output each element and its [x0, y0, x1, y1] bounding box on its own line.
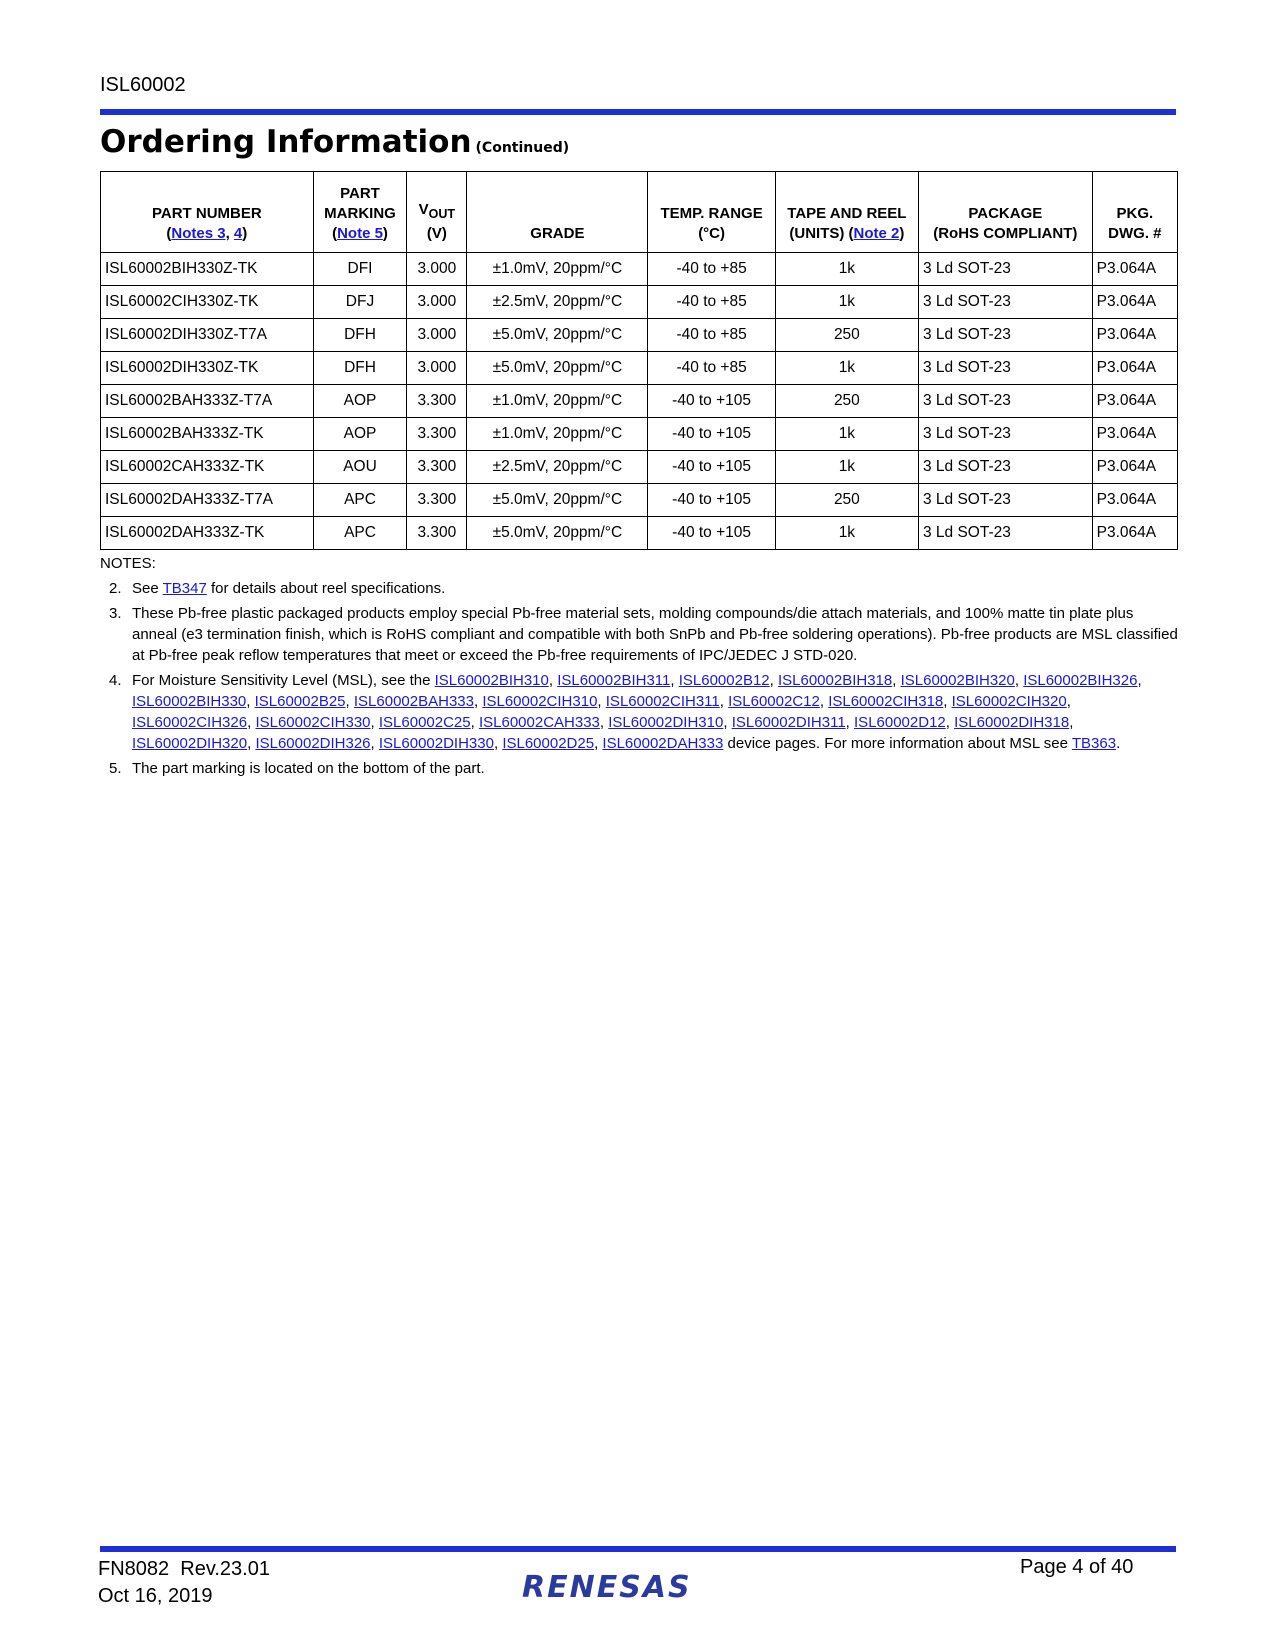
device-page-link[interactable]: ISL60002DAH333	[602, 735, 724, 752]
cell-grade: ±5.0mV, 20ppm/°C	[467, 517, 648, 550]
table-row	[101, 517, 1178, 550]
link-separator: ,	[845, 714, 855, 731]
device-page-link[interactable]: ISL60002BIH320	[900, 672, 1015, 689]
col-vout: $V_{OUT}$ (V)	[407, 172, 467, 253]
ordering-table	[100, 171, 1178, 550]
device-page-link[interactable]: ISL60002BIH311	[557, 672, 671, 689]
footer-doc-info	[98, 1556, 270, 1610]
note-2-link[interactable]: Note 2	[853, 225, 900, 242]
cell-pkg-dwg: P3.064A	[1092, 451, 1177, 484]
cell-part-number: ISL60002DAH333Z-T7A	[101, 484, 314, 517]
link-separator: ,	[1014, 672, 1024, 689]
cell-tape-reel: 250	[775, 319, 918, 352]
device-page-link[interactable]: ISL60002BIH330	[132, 693, 247, 710]
link-separator: ,	[723, 714, 732, 731]
section-title-main: Ordering Information	[100, 124, 472, 160]
cell-part-number: ISL60002DIH330Z-T7A	[101, 319, 314, 352]
table-row	[101, 385, 1178, 418]
table-row	[101, 484, 1178, 517]
cell-pkg-dwg: P3.064A	[1092, 418, 1177, 451]
device-page-link[interactable]: ISL60002CIH311	[605, 693, 720, 710]
notes-heading: NOTES:	[100, 555, 156, 572]
renesas-logo	[518, 1566, 728, 1606]
cell-vout: 3.000	[407, 286, 467, 319]
cell-temp-range: -40 to +85	[648, 253, 775, 286]
note-5-link[interactable]: Note 5	[337, 225, 383, 242]
cell-part-marking: DFH	[313, 352, 407, 385]
cell-grade: ±1.0mV, 20ppm/°C	[467, 385, 648, 418]
cell-pkg-dwg: P3.064A	[1092, 385, 1177, 418]
table-row	[101, 253, 1178, 286]
device-page-link[interactable]: ISL60002D12	[854, 714, 946, 731]
link-separator: ,	[470, 714, 479, 731]
cell-package: 3 Ld SOT-23	[918, 484, 1092, 517]
device-page-link[interactable]: ISL60002CAH333	[478, 714, 600, 731]
device-page-link[interactable]: ISL60002CIH318	[828, 693, 944, 710]
cell-vout: 3.300	[407, 418, 467, 451]
device-page-link[interactable]: ISL60002DIH311	[731, 714, 846, 731]
col-part-marking: PART MARKING (Note 5)	[313, 172, 407, 253]
cell-tape-reel: 250	[775, 484, 918, 517]
cell-pkg-dwg: P3.064A	[1092, 517, 1177, 550]
note-4: 4. For Moisture Sensitivity Level (MSL), see the ISL60002BIH310, ISL60002BIH311, ISL60002B12, ISL60002BIH318, ISL60002BIH320, ISL60002BIH326, ISL60002BIH330, ISL60002B25, ISL60002BAH333, ISL60002CIH310, ISL60002CIH311, ISL60002C12, ISL60002CIH318, ISL60002CIH320, ISL60002CIH326, ISL60002CIH330, ISL60002C25, ISL60002CAH333, ISL60002DIH310, ISL60002DIH311, ISL60002D12, ISL60002DIH318, ISL60002DIH320, ISL60002DIH326, ISL60002DIH330, ISL60002D25, ISL60002DAH333 device pages. For more information about MSL see TB363.	[109, 672, 1142, 752]
cell-temp-range: -40 to +105	[648, 385, 775, 418]
col-tape-reel: TAPE AND REEL (UNITS) (Note 2)	[775, 172, 918, 253]
link-separator: ,	[246, 693, 255, 710]
link-separator: ,	[597, 693, 606, 710]
link-separator: ,	[892, 672, 901, 689]
col-part-number: PART NUMBER (Notes 3, 4)	[101, 172, 314, 253]
device-page-link[interactable]: ISL60002DIH326	[255, 735, 371, 752]
cell-part-marking: AOP	[313, 418, 407, 451]
link-separator: ,	[247, 714, 256, 731]
renesas-logo-text: RENESAS	[522, 1570, 692, 1605]
cell-vout: 3.300	[407, 385, 467, 418]
cell-vout: 3.300	[407, 517, 467, 550]
device-page-link[interactable]: ISL60002DIH310	[608, 714, 724, 731]
cell-temp-range: -40 to +85	[648, 352, 775, 385]
cell-vout: 3.300	[407, 451, 467, 484]
footer-page-number: Page 4 of 40	[1020, 1556, 1134, 1578]
col-package: PACKAGE (RoHS COMPLIANT)	[918, 172, 1092, 253]
cell-pkg-dwg: P3.064A	[1092, 352, 1177, 385]
link-separator: ,	[247, 735, 256, 752]
cell-temp-range: -40 to +85	[648, 286, 775, 319]
device-page-link[interactable]: ISL60002CIH320	[951, 693, 1067, 710]
header-rule	[100, 109, 1176, 115]
link-separator: ,	[594, 735, 603, 752]
cell-package: 3 Ld SOT-23	[918, 385, 1092, 418]
cell-pkg-dwg: P3.064A	[1092, 319, 1177, 352]
cell-grade: ±2.5mV, 20ppm/°C	[467, 451, 648, 484]
device-page-link[interactable]: ISL60002B12	[678, 672, 770, 689]
cell-vout: 3.000	[407, 319, 467, 352]
link-separator: ,	[1066, 693, 1071, 710]
cell-temp-range: -40 to +85	[648, 319, 775, 352]
note-5: 5. The part marking is located on the bottom of the part.	[109, 760, 485, 777]
table-body	[101, 253, 1178, 550]
notes-3-link[interactable]: Notes 3	[171, 225, 226, 242]
table-row	[101, 418, 1178, 451]
tb363-link[interactable]: TB363	[1071, 735, 1117, 752]
cell-grade: ±1.0mV, 20ppm/°C	[467, 418, 648, 451]
cell-package: 3 Ld SOT-23	[918, 517, 1092, 550]
note-3: 3. These Pb-free plastic packaged products employ special Pb-free material sets, molding compounds/die attach materials, and 100% matte tin plate plus anneal (e3 termination finish, which is RoHS compliant and compatible with both SnPb and Pb-free soldering operations). Pb-free products are MSL classified at Pb-free peak reflow temperatures that meet or exceed the Pb-free requirements of IPC/JEDEC J STD-020.	[109, 605, 1178, 664]
note-2: 2. See TB347 for details about reel specifications.	[109, 580, 446, 597]
link-separator: ,	[719, 693, 729, 710]
cell-vout: 3.300	[407, 484, 467, 517]
tb347-link[interactable]: TB347	[162, 580, 207, 597]
cell-temp-range: -40 to +105	[648, 517, 775, 550]
cell-package: 3 Ld SOT-23	[918, 253, 1092, 286]
cell-temp-range: -40 to +105	[648, 418, 775, 451]
device-page-link[interactable]: ISL60002BIH310	[434, 672, 549, 689]
link-separator: ,	[769, 672, 778, 689]
device-page-link[interactable]: ISL60002CIH326	[132, 714, 248, 731]
cell-part-number: ISL60002BAH333Z-TK	[101, 418, 314, 451]
device-page-link[interactable]: ISL60002CIH330	[255, 714, 371, 731]
link-separator: ,	[599, 714, 609, 731]
device-page-link[interactable]: ISL60002DIH320	[132, 735, 248, 752]
link-separator: ,	[1137, 672, 1142, 689]
cell-part-number: ISL60002DAH333Z-TK	[101, 517, 314, 550]
cell-pkg-dwg: P3.064A	[1092, 286, 1177, 319]
cell-temp-range: -40 to +105	[648, 484, 775, 517]
section-title-sub: (Continued)	[475, 140, 570, 156]
cell-temp-range: -40 to +105	[648, 451, 775, 484]
note-4-link[interactable]: 4	[233, 225, 243, 242]
footer-rule	[100, 1546, 1176, 1552]
cell-tape-reel: 1k	[775, 253, 918, 286]
cell-pkg-dwg: P3.064A	[1092, 484, 1177, 517]
cell-part-number: ISL60002CAH333Z-TK	[101, 451, 314, 484]
link-separator: ,	[370, 735, 379, 752]
cell-tape-reel: 1k	[775, 517, 918, 550]
cell-part-marking: DFI	[313, 253, 407, 286]
cell-grade: ±2.5mV, 20ppm/°C	[467, 286, 648, 319]
link-separator: ,	[548, 672, 558, 689]
cell-part-marking: AOP	[313, 385, 407, 418]
cell-tape-reel: 1k	[775, 451, 918, 484]
device-page-link[interactable]: ISL60002C25	[378, 714, 471, 731]
cell-part-number: ISL60002DIH330Z-TK	[101, 352, 314, 385]
cell-tape-reel: 1k	[775, 352, 918, 385]
col-grade: GRADE	[467, 172, 648, 253]
cell-part-marking: AOU	[313, 451, 407, 484]
cell-part-marking: APC	[313, 484, 407, 517]
link-separator: ,	[473, 693, 483, 710]
device-page-link[interactable]: ISL60002C12	[728, 693, 820, 710]
cell-grade: ±5.0mV, 20ppm/°C	[467, 352, 648, 385]
device-page-link[interactable]: ISL60002B25	[254, 693, 346, 710]
link-separator: ,	[945, 714, 955, 731]
col-pkg-dwg: PKG. DWG. #	[1092, 172, 1177, 253]
device-page-link[interactable]: ISL60002DIH330	[378, 735, 494, 752]
cell-grade: ±5.0mV, 20ppm/°C	[467, 484, 648, 517]
device-page-link[interactable]: ISL60002D25	[502, 735, 595, 752]
device-page-link[interactable]: ISL60002DIH318	[954, 714, 1070, 731]
link-separator: ,	[493, 735, 503, 752]
link-separator: ,	[943, 693, 952, 710]
cell-tape-reel: 1k	[775, 418, 918, 451]
cell-tape-reel: 1k	[775, 286, 918, 319]
device-page-link[interactable]: ISL60002BIH318	[777, 672, 893, 689]
cell-package: 3 Ld SOT-23	[918, 319, 1092, 352]
table-row	[101, 319, 1178, 352]
cell-package: 3 Ld SOT-23	[918, 418, 1092, 451]
link-separator: ,	[345, 693, 354, 710]
table-row	[101, 352, 1178, 385]
cell-vout: 3.000	[407, 352, 467, 385]
cell-package: 3 Ld SOT-23	[918, 286, 1092, 319]
footer-date: Oct 16, 2019	[98, 1585, 213, 1607]
link-separator: ,	[670, 672, 679, 689]
cell-package: 3 Ld SOT-23	[918, 352, 1092, 385]
section-title	[100, 124, 569, 160]
cell-part-marking: DFJ	[313, 286, 407, 319]
cell-part-number: ISL60002BIH330Z-TK	[101, 253, 314, 286]
device-page-link[interactable]: ISL60002CIH310	[482, 693, 598, 710]
cell-tape-reel: 250	[775, 385, 918, 418]
document-header: ISL60002	[100, 74, 186, 96]
device-page-link[interactable]: ISL60002BIH326	[1023, 672, 1138, 689]
cell-part-number: ISL60002CIH330Z-TK	[101, 286, 314, 319]
col-temp-range: TEMP. RANGE (°C)	[648, 172, 775, 253]
notes-section	[100, 553, 1180, 783]
cell-part-marking: APC	[313, 517, 407, 550]
link-separator: ,	[819, 693, 829, 710]
link-separator: ,	[370, 714, 379, 731]
table-header-row	[101, 172, 1178, 253]
cell-pkg-dwg: P3.064A	[1092, 253, 1177, 286]
link-separator: ,	[1069, 714, 1074, 731]
device-page-link[interactable]: ISL60002BAH333	[353, 693, 474, 710]
cell-vout: 3.000	[407, 253, 467, 286]
cell-part-marking: DFH	[313, 319, 407, 352]
cell-package: 3 Ld SOT-23	[918, 451, 1092, 484]
cell-grade: ±5.0mV, 20ppm/°C	[467, 319, 648, 352]
cell-part-number: ISL60002BAH333Z-T7A	[101, 385, 314, 418]
footer-doc-number: FN8082 Rev.23.01	[98, 1558, 270, 1580]
cell-grade: ±1.0mV, 20ppm/°C	[467, 253, 648, 286]
table-row	[101, 451, 1178, 484]
table-row	[101, 286, 1178, 319]
